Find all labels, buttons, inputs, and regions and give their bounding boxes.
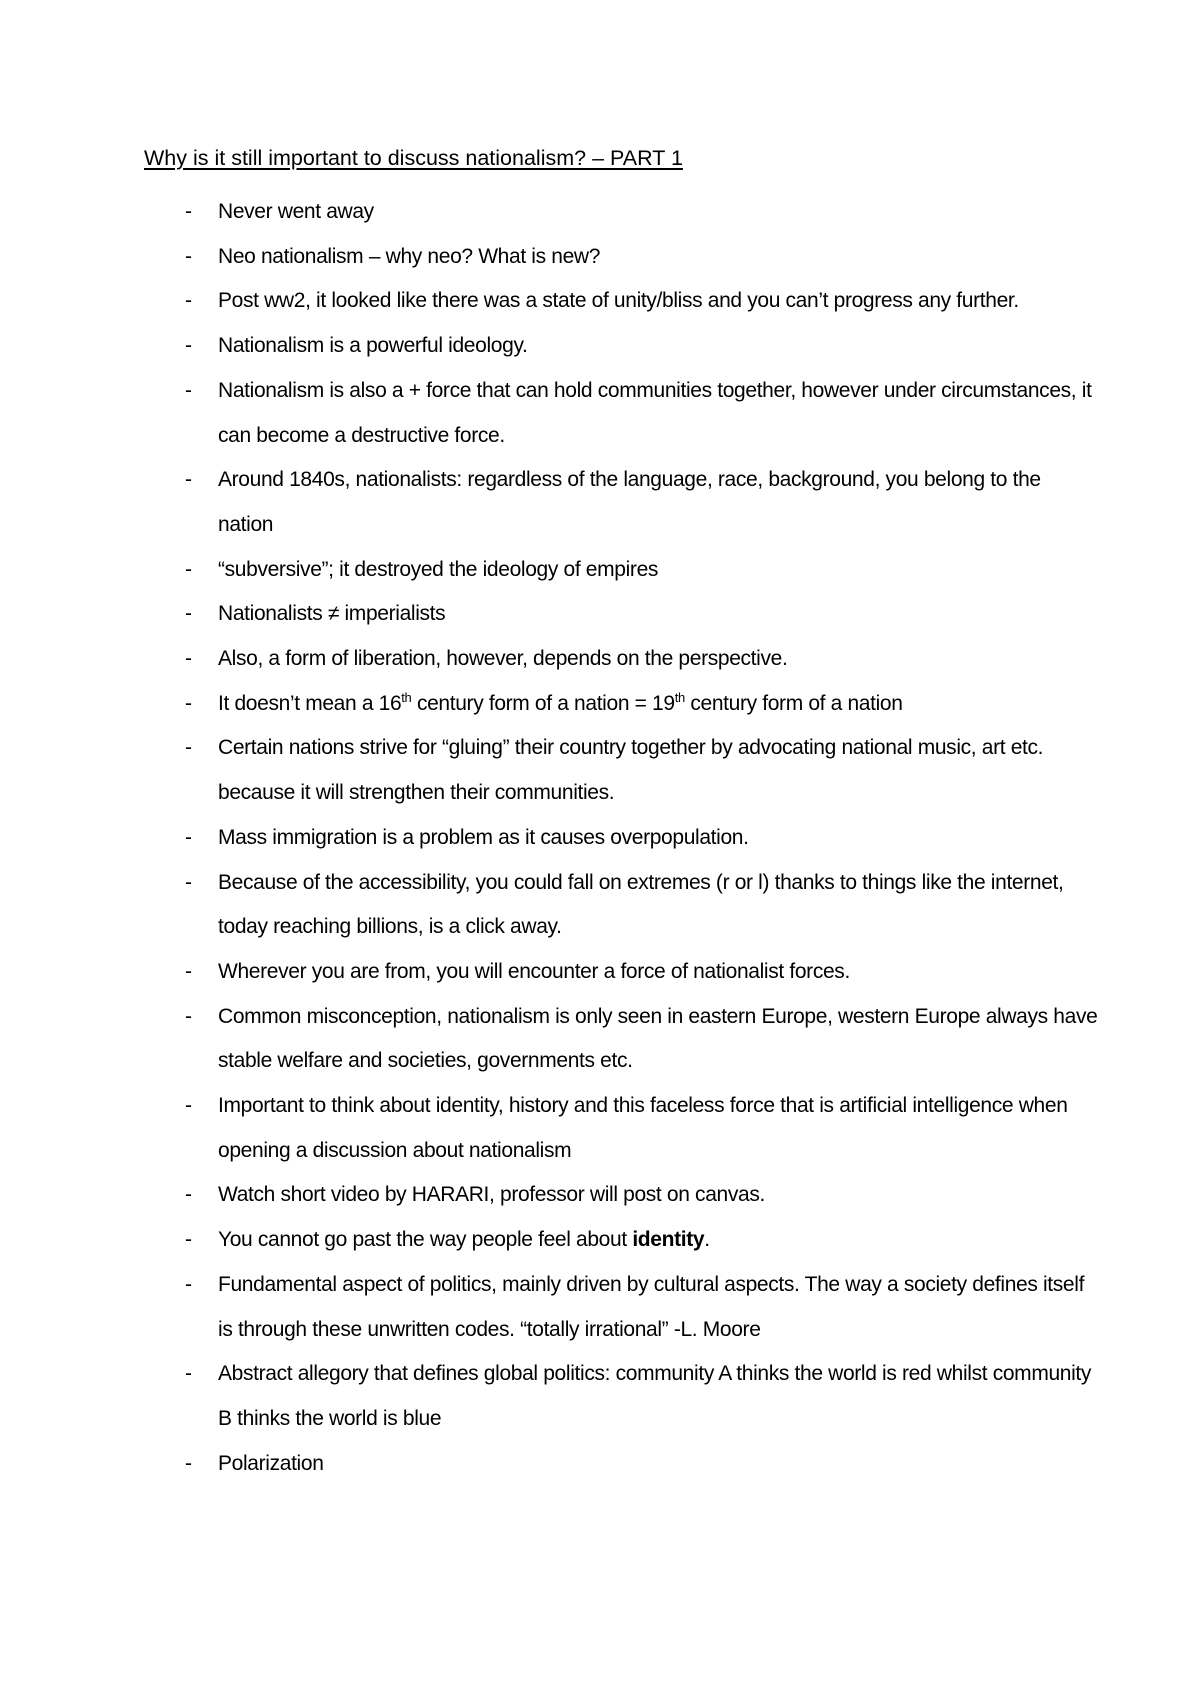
superscript-text: th (674, 689, 685, 705)
list-item (0, 637, 1098, 682)
emphasized-text: identity (632, 1228, 705, 1252)
bullet-dash: - (185, 244, 192, 268)
bullet-dash: - (185, 200, 192, 223)
list-item (0, 816, 1098, 861)
list-item-text (218, 1228, 710, 1251)
bullet-dash: - (185, 1228, 192, 1252)
bullet-dash: - (185, 691, 192, 715)
list-item-text (218, 689, 903, 715)
text-run: . (704, 1228, 710, 1252)
bullet-dash: - (185, 825, 192, 849)
list-item-text: Because of the accessibility, you could fall on extremes (r or l) thanks to things like the internet, today reaching billions, is a click away. (218, 870, 1064, 939)
list-item (0, 369, 1098, 458)
list-item-text: Important to think about identity, history and this faceless force that is artificial intelligence when opening a discussion about nationalism (218, 1094, 1068, 1162)
list-item-text: Post ww2, it looked like there was a state of unity/bliss and you can’t progress any further. (218, 289, 1019, 313)
text-run: century form of a nation (684, 691, 903, 715)
list-item-text: Fundamental aspect of politics, mainly driven by cultural aspects. The way a society defines itself is through these unwritten codes. “totally irrational” -L. Moore (218, 1272, 1085, 1341)
list-item (0, 1352, 1098, 1441)
list-item-text: Never went away (218, 200, 374, 223)
bullet-dash: - (185, 736, 192, 760)
bullet-dash: - (185, 289, 192, 313)
list-item-text: Also, a form of liberation, however, depends on the perspective. (218, 647, 788, 671)
list-item (0, 950, 1098, 995)
list-item (0, 1263, 1098, 1352)
list-item (0, 548, 1098, 593)
list-item (0, 190, 1098, 235)
bullet-dash: - (185, 870, 192, 894)
list-item (0, 1218, 1098, 1263)
text-run: It doesn’t mean a 16 (218, 691, 402, 715)
bullet-dash: - (185, 602, 192, 626)
list-item (0, 1173, 1098, 1218)
list-item (0, 458, 1098, 547)
text-run: You cannot go past the way people feel about (218, 1228, 633, 1252)
list-item-text: Wherever you are from, you will encounter a force of nationalist forces. (218, 959, 850, 983)
superscript-text: th (401, 689, 412, 705)
list-item (0, 592, 1098, 637)
document-title: Why is it still important to discuss nationalism? – PART 1 (144, 146, 683, 170)
list-item (0, 682, 1098, 727)
bullet-dash: - (185, 1004, 192, 1028)
bullet-dash: - (185, 959, 192, 983)
bullet-dash: - (185, 1183, 192, 1207)
list-item (0, 726, 1098, 815)
list-item (0, 861, 1098, 950)
bullet-dash: - (185, 468, 192, 492)
list-item (0, 1442, 1098, 1487)
bullet-dash: - (185, 557, 192, 581)
list-item-text: Neo nationalism – why neo? What is new? (218, 244, 601, 268)
list-item-text: Common misconception, nationalism is only seen in eastern Europe, western Europe always have stable welfare and societies, governments etc. (218, 1004, 1098, 1073)
list-item-text: Watch short video by HARARI, professor will post on canvas. (218, 1183, 765, 1207)
list-item (0, 1084, 1098, 1173)
text-run: century form of a nation = 19 (411, 691, 675, 715)
bullet-dash: - (185, 1272, 192, 1296)
list-item-text: Certain nations strive for “gluing” their country together by advocating national music, art etc. because it will strengthen their communities. (218, 736, 1044, 805)
list-item (0, 235, 1098, 280)
bullet-dash: - (185, 378, 192, 402)
list-item-text: Nationalism is a powerful ideology. (218, 334, 528, 358)
list-item (0, 324, 1098, 369)
bullet-dash: - (185, 1362, 192, 1386)
list-item-text: Abstract allegory that defines global politics: community A thinks the world is red whilst community B thinks the world is blue (218, 1362, 1092, 1430)
list-item (0, 995, 1098, 1084)
list-item-text: Mass immigration is a problem as it causes overpopulation. (218, 825, 749, 849)
list-item-text: Nationalism is also a + force that can hold communities together, however under circumstances, it can become a destructive force. (218, 378, 1092, 447)
bullet-dash: - (185, 1094, 192, 1118)
list-item-text: Polarization (218, 1451, 324, 1475)
list-item (0, 279, 1098, 324)
list-item-text: Around 1840s, nationalists: regardless of the language, race, background, you belong to the nation (218, 468, 1041, 536)
list-item-text: Nationalists ≠ imperialists (218, 602, 446, 626)
bullet-dash: - (185, 334, 192, 358)
bullet-list (0, 190, 1200, 1486)
bullet-dash: - (185, 647, 192, 671)
list-item-text: “subversive”; it destroyed the ideology of empires (218, 557, 659, 581)
bullet-dash: - (185, 1451, 192, 1475)
